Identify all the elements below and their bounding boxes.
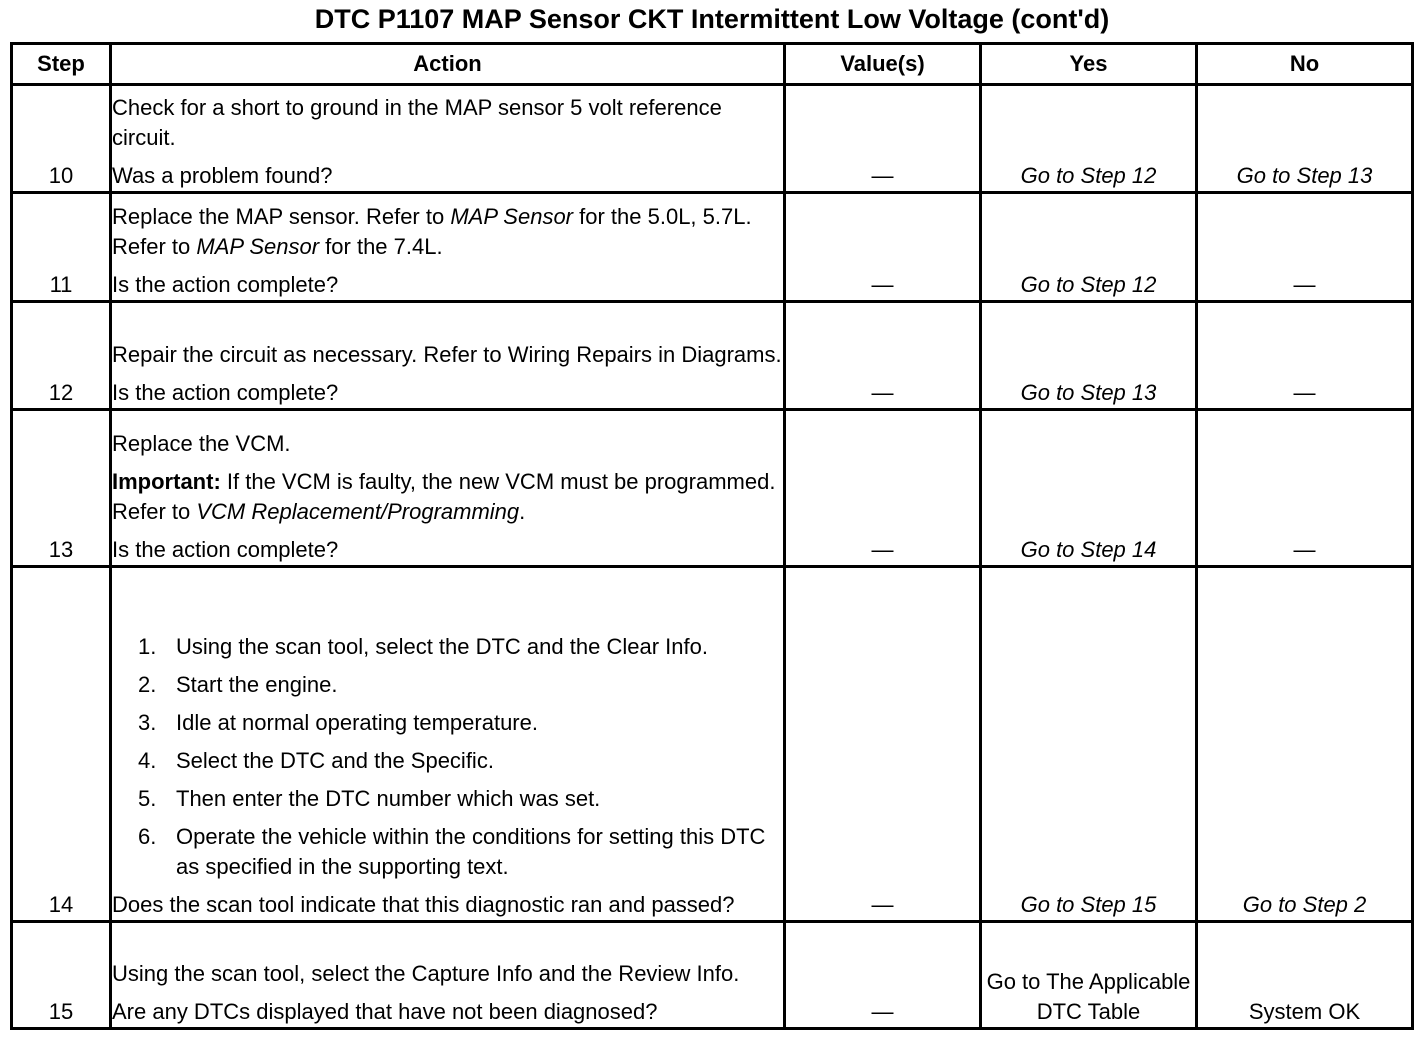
step-number: 11 [12,193,111,302]
important-note [112,467,783,527]
header-action: Action [111,44,785,85]
important-text: If the VCM is faulty, the new VCM must be programmed. Refer to [112,469,776,524]
no-cell: — [1197,410,1413,567]
value-cell: — [785,567,981,922]
action-text-part: for the 7.4L. [319,234,443,259]
no-cell: Go to Step 2 [1197,567,1413,922]
action-cell [111,922,785,1029]
value-cell: — [785,193,981,302]
procedure-list [112,632,783,882]
step-number: 14 [12,567,111,922]
value-cell: — [785,85,981,193]
yes-cell: Go to Step 12 [981,193,1197,302]
table-header-row [12,44,1413,85]
action-question: Is the action complete? [112,537,339,562]
map-sensor-reference: MAP Sensor [450,204,574,229]
table-row [12,193,1413,302]
header-step: Step [12,44,111,85]
yes-cell: Go to Step 12 [981,85,1197,193]
action-text: Using the scan tool, select the Capture Info and the Review Info. [112,961,740,986]
step-number: 12 [12,302,111,410]
action-question: Was a problem found? [112,163,333,188]
action-cell [111,302,785,410]
action-text: Replace the VCM. [112,431,291,456]
vcm-programming-reference: VCM Replacement/Programming [196,499,520,524]
action-question: Is the action complete? [112,380,339,405]
list-text: Operate the vehicle within the conditions for setting this DTC as specified in the supporting text. [176,824,766,879]
list-item [112,822,783,882]
action-cell [111,567,785,922]
value-cell: — [785,410,981,567]
list-number: 6. [138,824,157,849]
table-row [12,567,1413,922]
action-cell [111,410,785,567]
yes-cell: Go to Step 14 [981,410,1197,567]
no-cell: — [1197,193,1413,302]
list-text: Then enter the DTC number which was set. [176,786,601,811]
yes-cell: Go to Step 15 [981,567,1197,922]
action-text: Check for a short to ground in the MAP sensor 5 volt reference circuit. [112,95,722,150]
list-text: Start the engine. [176,672,338,697]
important-end: . [519,499,526,524]
action-text [112,202,783,262]
action-question: Is the action complete? [112,272,339,297]
header-yes: Yes [981,44,1197,85]
map-sensor-reference: MAP Sensor [196,234,320,259]
action-text: Repair the circuit as necessary. Refer to Wiring Repairs in Diagrams. [112,342,782,367]
list-number: 1. [138,634,157,659]
list-item [112,632,783,662]
list-text: Select the DTC and the Specific. [176,748,494,773]
action-question: Does the scan tool indicate that this diagnostic ran and passed? [112,892,735,917]
table-row [12,410,1413,567]
list-item [112,708,783,738]
step-number: 13 [12,410,111,567]
action-text-part: for the 5.0L, 5.7L. Refer to [112,204,752,259]
no-cell: System OK [1197,922,1413,1029]
table-row [12,85,1413,193]
diagnostic-table [10,42,1414,1030]
action-cell [111,85,785,193]
important-label: Important: [112,469,221,494]
list-text: Using the scan tool, select the DTC and the Clear Info. [176,634,708,659]
yes-cell: Go to Step 13 [981,302,1197,410]
list-item [112,784,783,814]
page-title: DTC P1107 MAP Sensor CKT Intermittent Low Voltage (cont'd) [314,4,1110,34]
list-number: 5. [138,786,157,811]
list-number: 4. [138,748,157,773]
list-item [112,746,783,776]
header-values: Value(s) [785,44,981,85]
value-cell: — [785,922,981,1029]
value-cell: — [785,302,981,410]
step-number: 10 [12,85,111,193]
list-text: Idle at normal operating temperature. [176,710,538,735]
no-cell: — [1197,302,1413,410]
list-number: 3. [138,710,157,735]
no-cell: Go to Step 13 [1197,85,1413,193]
step-number: 15 [12,922,111,1029]
yes-cell: Go to The Applicable DTC Table [981,922,1197,1029]
table-row [12,302,1413,410]
action-question: Are any DTCs displayed that have not been diagnosed? [112,999,658,1024]
table-row [12,922,1413,1029]
header-no: No [1197,44,1413,85]
action-cell [111,193,785,302]
list-item [112,670,783,700]
list-number: 2. [138,672,157,697]
action-text-part: Replace the MAP sensor. Refer to [112,204,451,229]
